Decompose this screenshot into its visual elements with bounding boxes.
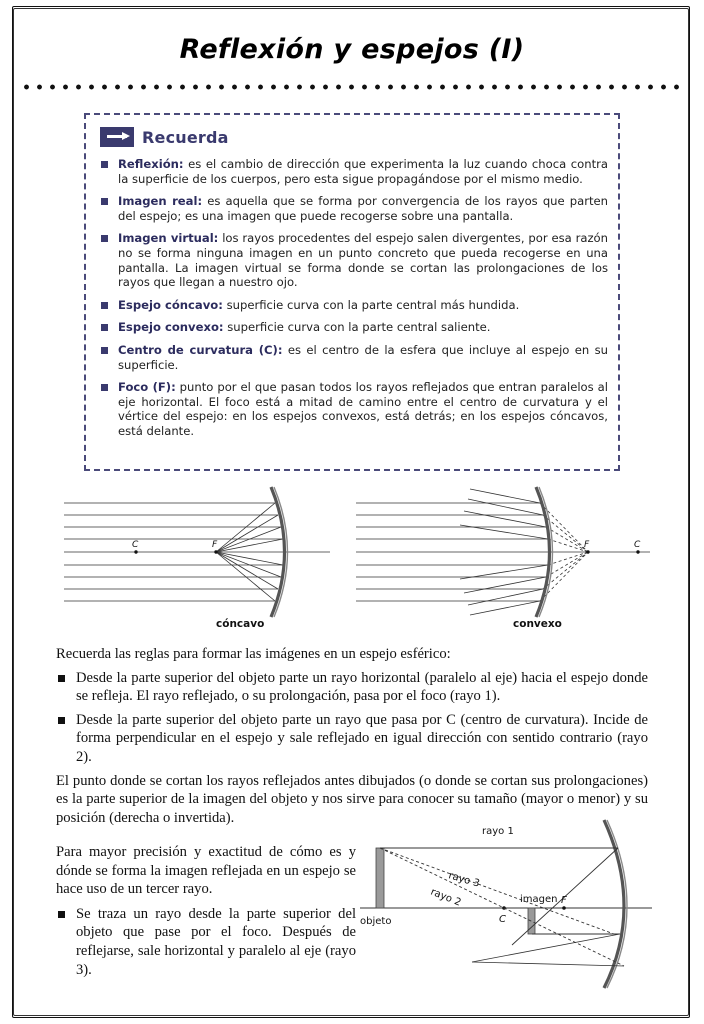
- list-item: [100, 231, 608, 289]
- term: Espejo cóncavo:: [118, 297, 223, 312]
- definition: los rayos procedentes del espejo salen divergentes, por esa razón no se forma ninguna imagen en un punto concreto que pueda recogerse en una pantalla. La imagen virtual se forma donde se cortan las prolongaciones de los rayos que llegan a nuestro ojo.: [118, 231, 608, 290]
- paragraph-3: El punto donde se cortan los rayos reflejados antes dibujados (o donde se cortan sus prolongaciones) es la parte superior de la imagen del objeto y nos sirve para conocer su tamaño (mayor o menor) y su posición (derecha o invertida).: [56, 772, 648, 826]
- label-ray1: rayo 1: [482, 826, 514, 837]
- definition: es el cambio de dirección que experimenta la luz cuando choca contra la superficie de los cuerpos, pero esta sigue propagándose por el mismo medio.: [118, 157, 608, 186]
- label-c: C: [499, 914, 506, 925]
- definition: punto por el que pasan todos los rayos reflejados que entran paralelos al eje horizontal. El foco está a mitad de camino entre el centro de curvatura y el vértice del espejo: en los espejos convexos, está detrás; en los espejos cóncavos, está delante.: [118, 380, 608, 438]
- list-item: [100, 380, 608, 438]
- label-f-right: F: [584, 540, 590, 550]
- label-imagen: imagen: [520, 894, 558, 905]
- recuerda-header: [100, 127, 229, 147]
- label-c-right: C: [634, 540, 641, 550]
- figure-caption-convex: convexo: [513, 618, 562, 630]
- recuerda-title: Recuerda: [142, 127, 229, 147]
- page-title: Reflexión y espejos (I): [179, 34, 525, 65]
- dotted-divider: [20, 83, 684, 91]
- label-ray3: rayo 3: [447, 870, 481, 890]
- ray-diagram: [352, 812, 660, 992]
- list-item: [100, 194, 608, 223]
- definition: superficie curva con la parte central saliente.: [223, 320, 491, 335]
- definition: superficie curva con la parte central más hundida.: [222, 297, 520, 312]
- rule-item-3: Se traza un rayo desde la parte superior del objeto que pase por el foco. Después de reflejarse, sale horizontal y paralelo al eje (rayo 3).: [56, 905, 356, 979]
- intro-paragraph: Recuerda las reglas para formar las imágenes en un espejo esférico:: [56, 646, 451, 662]
- arrow-right-icon: [100, 127, 134, 147]
- term: Reflexión:: [118, 157, 184, 171]
- ray-diagram-figure: [352, 812, 660, 992]
- label-ray2: rayo 2: [428, 886, 463, 909]
- list-item: [100, 157, 608, 186]
- label-f-left: F: [212, 540, 218, 550]
- body-text: [56, 645, 648, 832]
- label-objeto: objeto: [360, 916, 392, 927]
- term: Espejo convexo:: [118, 320, 224, 335]
- rule-item-2: Desde la parte superior del objeto parte un rayo que pasa por C (centro de curvatura). Incide de forma perpendicular en el espejo y sale reflejado en igual dirección con sentido contrario (rayo 2).: [56, 711, 648, 767]
- mirrors-diagram: [40, 485, 660, 635]
- lower-left-text: [56, 843, 356, 984]
- term: Imagen real:: [118, 194, 203, 209]
- term: Centro de curvatura (C):: [118, 342, 283, 357]
- list-item: [100, 298, 608, 313]
- term: Imagen virtual:: [118, 231, 219, 246]
- recuerda-list: [100, 157, 608, 447]
- mirrors-figure: [40, 485, 660, 635]
- label-f: F: [561, 895, 567, 906]
- rule-item-1: Desde la parte superior del objeto parte un rayo horizontal (paralelo al eje) hacia el espejo donde se refleja. El rayo reflejado, o su prolongación, pasa por el foco (rayo 1).: [56, 669, 648, 706]
- term: Foco (F):: [118, 380, 176, 395]
- definition: es aquella que se forma por convergencia de los rayos que parten del espejo; es una imagen que puede recogerse sobre una pantalla.: [118, 194, 609, 223]
- list-item: [100, 343, 608, 372]
- label-c-left: C: [132, 540, 139, 550]
- figure-caption-concave: cóncavo: [216, 618, 265, 630]
- recuerda-box: [84, 113, 620, 471]
- list-item: [100, 320, 608, 335]
- definition: es el centro de la esfera que incluye al espejo en su superficie.: [118, 342, 608, 372]
- paragraph-4: Para mayor precisión y exactitud de cómo es y dónde se forma la imagen reflejada en un espejo se hace uso de un tercer rayo.: [56, 844, 356, 898]
